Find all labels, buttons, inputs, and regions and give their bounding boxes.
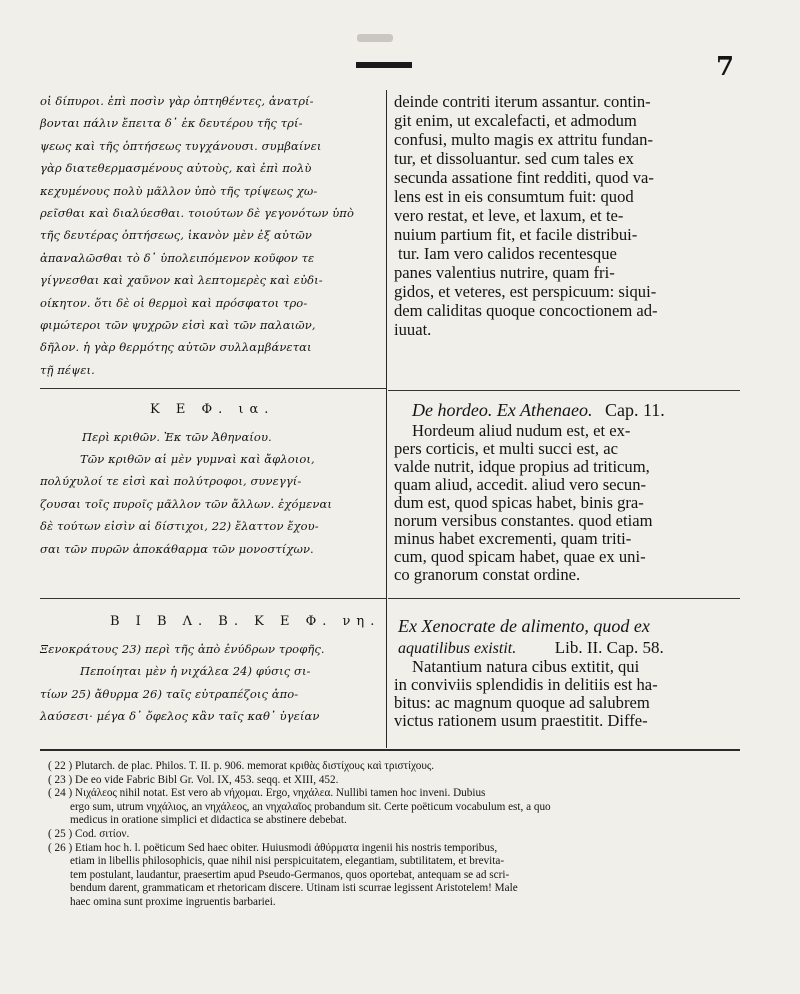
greek-line: γίγνεσθαι καὶ χαῦνον καὶ λεπτομερὲς καὶ εὐδι- bbox=[40, 273, 323, 288]
latin-line: bitus: ac magnum quoque ad salubrem bbox=[394, 693, 650, 712]
latin-line: tur, et dissoluantur. sed cum tales ex bbox=[394, 149, 634, 168]
section-heading-title: aquatilibus existit. bbox=[398, 640, 517, 657]
section-rule bbox=[40, 388, 386, 389]
greek-line: δὲ τούτων εἰσὶν αἱ δίστιχοι, 22) ἔλαττον ἔχου- bbox=[40, 519, 319, 534]
latin-paragraph-3 bbox=[394, 658, 740, 730]
greek-line: οίκητον. ὅτι δὲ οἱ θερμοὶ καὶ πρόσφατοι τρο- bbox=[40, 295, 308, 310]
latin-line: lens est in eis consumtum fuit: quod bbox=[394, 187, 634, 206]
greek-line: ἀπαναλῶσθαι τὸ δ᾽ ὑπολειπόμενον κοῦφον τε bbox=[40, 250, 315, 265]
greek-line: οἱ δίπυροι. ἐπὶ ποσὶν γὰρ ὀπτηθέντες, ἀνατρί- bbox=[40, 94, 314, 108]
latin-line: confusi, multo magis ex attritu fundan- bbox=[394, 130, 653, 149]
section-heading-cap: Cap. 11. bbox=[604, 400, 665, 420]
book-chapter-heading: Β Ι Β Λ. Β. Κ Ε Φ. νη. bbox=[110, 614, 381, 629]
greek-line: σαι τῶν πυρῶν ἀποκάθαρμα τῶν μονοστίχων. bbox=[40, 541, 314, 556]
section-heading: Ex Xenocrate de alimento, quod ex bbox=[398, 616, 650, 636]
latin-line: norum versibus constantes. quod etiam bbox=[394, 511, 653, 530]
latin-line: dum est, quod spicas habet, binis gra- bbox=[394, 493, 644, 512]
latin-line: in conviviis splendidis in delitiis est ha- bbox=[394, 675, 658, 694]
column-divider bbox=[386, 90, 387, 748]
chapter-subheading: Περὶ κριθῶν. Ἐκ τῶν Ἀθηναίου. bbox=[82, 430, 272, 444]
greek-line: τῇ πέψει. bbox=[40, 362, 95, 377]
footnote-continuation: ergo sum, utrum νηχάλιος, an νηχάλεος, an νηχαλαῖος probandum sit. Certe poëticum vocabulum est, a quo bbox=[70, 800, 551, 813]
section-heading-title: De hordeo. Ex Athenaeo. bbox=[412, 400, 593, 420]
greek-line: τίων 25) ἄθυρμα 26) ταῖς εὐτραπέζοις ἀπο- bbox=[40, 686, 299, 701]
latin-line: dem caliditas quoque concoctionem ad- bbox=[394, 301, 658, 320]
section-heading bbox=[412, 400, 665, 421]
latin-line: cum, quod spicam habet, quae ex uni- bbox=[394, 547, 646, 566]
section-rule bbox=[40, 598, 386, 599]
latin-paragraph-1 bbox=[394, 92, 740, 339]
latin-line: victus rationem usum praestitit. Diffe- bbox=[394, 711, 648, 730]
footnote-continuation: tem postulant, laudantur, praesertim apud Pseudo-Germanos, quos oportebat, antequam se ad scri- bbox=[70, 868, 510, 881]
latin-paragraph-2 bbox=[394, 422, 740, 584]
footnote-continuation: bendum darent, grammaticam et rhetoricam discere. Utinam isti scurrae legissent Aristotelem! Male bbox=[70, 882, 518, 895]
greek-line: φιμώτεροι τῶν ψυχρῶν εἰσὶ καὶ τῶν παλαιῶν, bbox=[40, 317, 316, 332]
greek-paragraph-3 bbox=[40, 638, 384, 728]
greek-line: ψεως καὶ τῆς ὀπτήσεως τυγχάνουσι. συμβαίνει bbox=[40, 138, 322, 153]
section-heading-cap: Lib. II. Cap. 58. bbox=[554, 638, 664, 657]
footnote-continuation: medicus in oratione simplici et didactica se abstinere debebat. bbox=[70, 814, 347, 827]
chapter-heading: Κ Ε Φ. ια. bbox=[150, 402, 275, 417]
latin-line: co granorum constat ordine. bbox=[394, 565, 581, 584]
latin-line: minus habet excrementi, quam triti- bbox=[394, 529, 632, 548]
greek-line: Τῶν κριθῶν αἱ μὲν γυμναὶ καὶ ἄφλοιοι, bbox=[80, 452, 315, 466]
greek-line: κεχυμένους πολὺ μᾶλλον ὑπὸ τῆς τρίψεως χω- bbox=[40, 183, 318, 198]
greek-line: ζουσαι τοῖς πυροῖς μᾶλλον τῶν ἄλλων. ἐχόμεναι bbox=[40, 496, 332, 511]
section-heading-line2 bbox=[398, 637, 664, 658]
greek-paragraph-1 bbox=[40, 90, 384, 381]
latin-line: tur. Iam vero calidos recentesque bbox=[398, 244, 617, 263]
footnote: ( 26 ) Etiam hoc h. l. poëticum Sed haec obiter. Huiusmodi ἀθύρματα ingenii his nostris temporibus, bbox=[48, 841, 498, 854]
greek-line: πολύχυλοί τε εἰσὶ καὶ πολύτροφοι, συνεγγί- bbox=[40, 474, 302, 489]
footnote-continuation: etiam in libellis philosophicis, quae nihil nisi perspicuitatem, elegantiam, subtilitatem, et brevita- bbox=[70, 855, 505, 868]
latin-line: vero restat, et leve, et laxum, et te- bbox=[394, 206, 624, 225]
greek-line: ρεῖσθαι καὶ διαλύεσθαι. τοιούτων δὲ γεγονότων ὑπὸ bbox=[40, 205, 354, 220]
latin-line: valde nutrit, idque propius ad triticum, bbox=[394, 457, 650, 476]
greek-line: δῆλον. ἡ γὰρ θερμότης αὐτῶν συλλαμβάνεται bbox=[40, 340, 312, 355]
latin-line: git enim, ut excalefacti, et admodum bbox=[394, 111, 637, 130]
footnote: ( 22 ) Plutarch. de plac. Philos. T. II. p. 906. memorat κριθὰς διστίχους καὶ τριστίχους. bbox=[48, 760, 435, 772]
greek-line: βονται πάλιν ἔπειτα δ᾽ ἐκ δευτέρου τῆς τρί- bbox=[40, 116, 303, 131]
greek-line: Πεποίηται μὲν ἡ νιχάλεα 24) φύσις σι- bbox=[80, 664, 311, 679]
footnotes bbox=[48, 760, 740, 910]
latin-line: nuium partium fit, et facile distribui- bbox=[394, 225, 638, 244]
greek-line: γὰρ διατεθερμασμένους αὐτοὺς, καὶ ἐπὶ πολὺ bbox=[40, 161, 312, 176]
header-rule bbox=[356, 62, 412, 68]
latin-line: pers corticis, et multi succi est, ac bbox=[394, 439, 618, 458]
page-number: 7 bbox=[716, 52, 735, 82]
header-ornament bbox=[357, 34, 393, 42]
footnote-rule bbox=[40, 749, 740, 751]
latin-line: secunda assatione fint redditi, quod va- bbox=[394, 168, 654, 187]
latin-line: deinde contriti iterum assantur. contin- bbox=[394, 92, 651, 111]
latin-line: gidos, et veteres, est perspicuum: siqui- bbox=[394, 282, 657, 301]
footnote-continuation: haec omina sunt proxime ingruentis barbariei. bbox=[70, 895, 276, 908]
greek-paragraph-2 bbox=[40, 448, 384, 560]
latin-line: iuuat. bbox=[394, 320, 432, 339]
footnote: ( 25 ) Cod. σιτίον. bbox=[48, 827, 130, 840]
greek-line: λαύσεσι· μέγα δ᾽ ὄφελος κἂν ταῖς καθ᾽ ὑγείαν bbox=[40, 709, 320, 724]
footnote: ( 24 ) Νιχάλεος nihil notat. Est vero ab νήχομαι. Ergo, νηχάλεα. Nullibi tamen hoc inveni. Dubius bbox=[48, 787, 486, 800]
latin-line: quam aliud, accedit. aliud vero secun- bbox=[394, 475, 647, 494]
footnote: ( 23 ) De eo vide Fabric Bibl Gr. Vol. IX, 453. seqq. et XIII, 452. bbox=[48, 773, 339, 786]
latin-line: Natantium natura cibus extitit, qui bbox=[412, 657, 640, 676]
latin-line: panes valentius nutrire, quam fri- bbox=[394, 263, 615, 282]
section-rule bbox=[388, 390, 740, 391]
latin-line: Hordeum aliud nudum est, et ex- bbox=[412, 421, 631, 440]
greek-line: Ξενοκράτους 23) περὶ τῆς ἀπὸ ἐνύδρων τροφῆς. bbox=[40, 642, 325, 656]
section-rule bbox=[388, 598, 740, 599]
greek-line: τῆς δευτέρας ὀπτήσεως, ἱκανὸν μὲν ἐξ αὐτῶν bbox=[40, 228, 312, 243]
